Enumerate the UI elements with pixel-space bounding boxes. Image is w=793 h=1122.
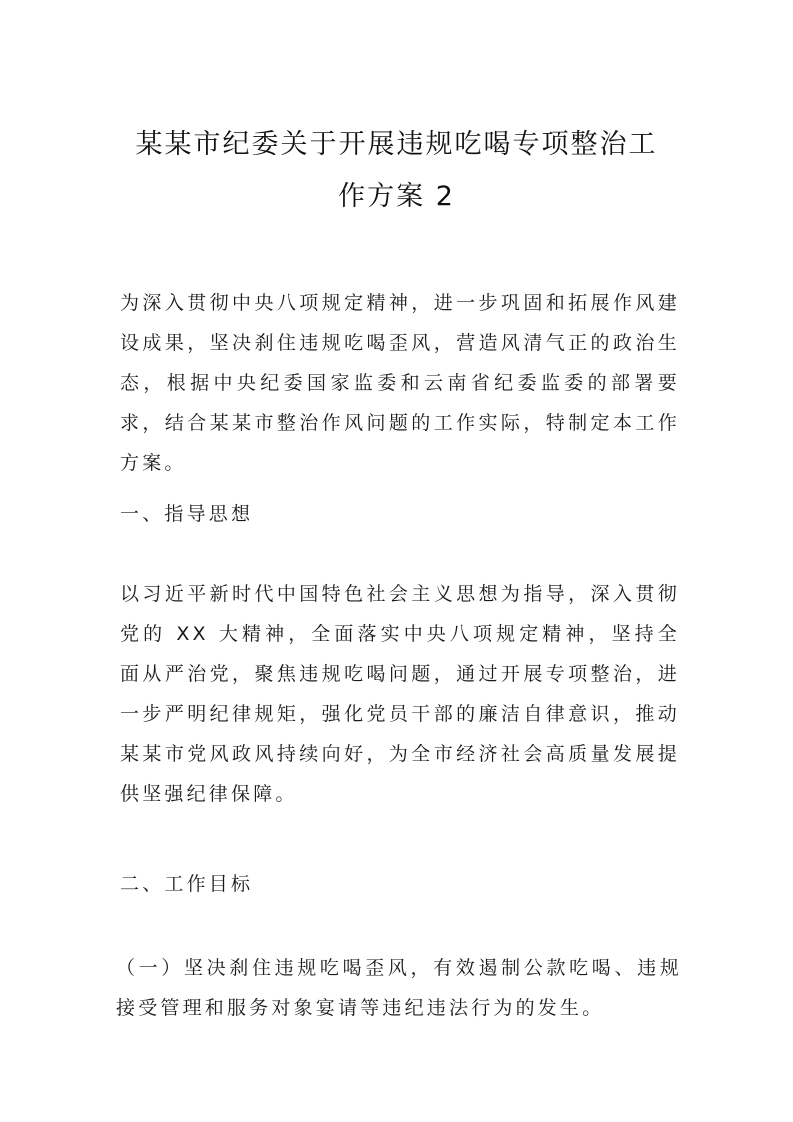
document-title-line-1: 某某市纪委关于开展违规吃喝专项整治工 (135, 129, 658, 160)
section-heading-guiding-ideology: 一、指导思想 (120, 503, 254, 525)
document-title-line-2: 作方案 2 (338, 181, 455, 212)
intro-paragraph: 为深入贯彻中央八项规定精神，进一步巩固和拓展作风建设成果，坚决刹住违规吃喝歪风，营造风清气正的政治生态，根据中央纪委国家监委和云南省纪委监委的部署要求，结合某某市整治作风问题的工作实际，特制定本工作方案。 (120, 292, 680, 474)
section-heading-work-goals: 二、工作目标 (120, 873, 254, 895)
work-goal-item-1: （一）坚决刹住违规吃喝歪风，有效遏制公款吃喝、违规接受管理和服务对象宴请等违纪违法行为的发生。 (116, 957, 682, 1019)
guiding-ideology-paragraph: 以习近平新时代中国特色社会主义思想为指导，深入贯彻党的 XX 大精神，全面落实中央八项规定精神，坚持全面从严治党，聚焦违规吃喝问题，通过开展专项整治，进一步严明纪律规矩，强化党员干部的廉洁自律意识，推动某某市党风政风持续向好，为全市经济社会高质量发展提供坚强纪律保障。 (120, 583, 680, 805)
